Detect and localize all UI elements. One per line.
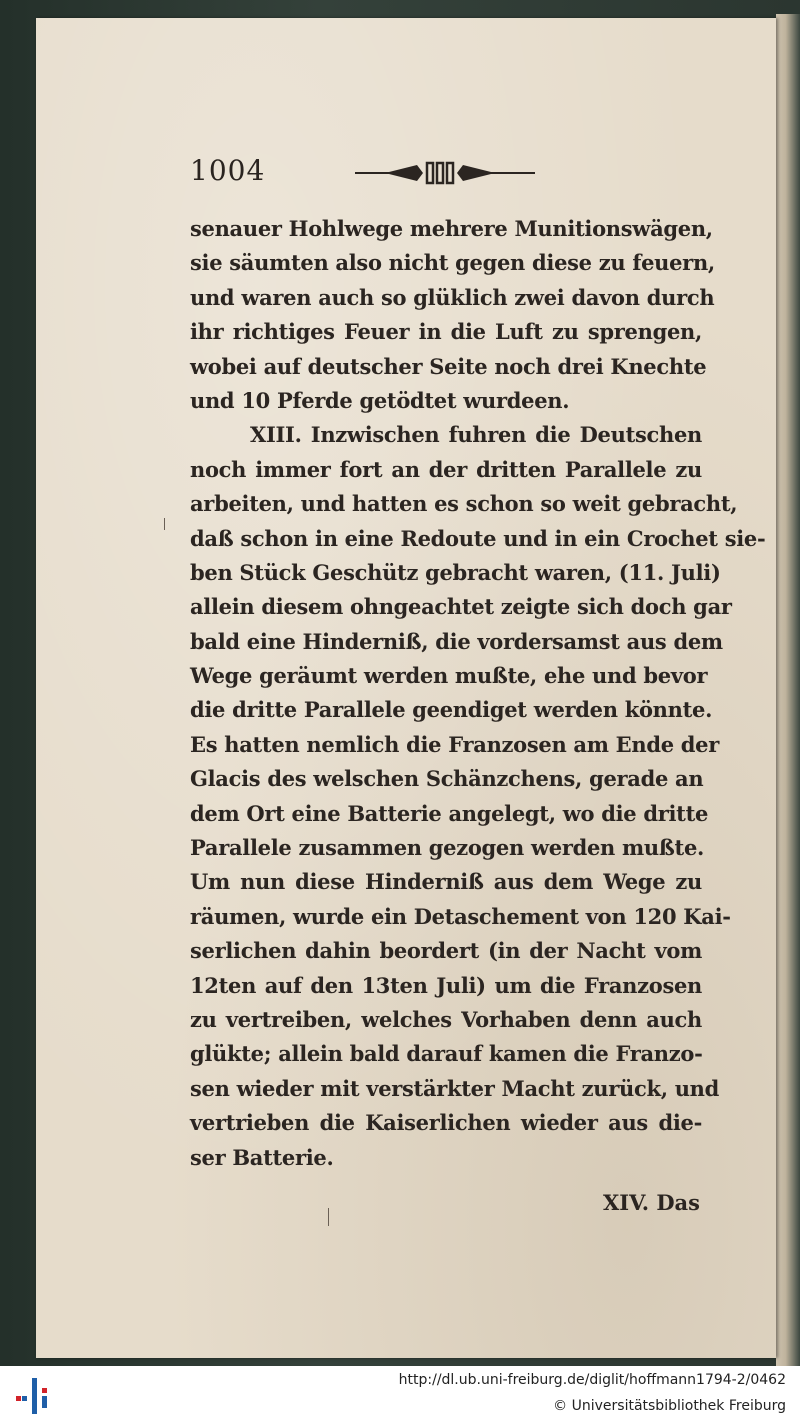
text-line: die dritte Parallele geendiget werden könnte. (190, 697, 713, 723)
text-line: noch immer fort an der dritten Parallele zu (190, 456, 702, 482)
text-line: ihr richtiges Feuer in die Luft zu sprengen, (190, 319, 702, 345)
text-line: und 10 Pferde getödtet wurdeen. (190, 387, 570, 413)
text-line: Um nun diese Hinderniß aus dem Wege zu (190, 869, 702, 895)
text-line: Parallele zusammen gezogen werden mußte. (190, 835, 705, 861)
page-header (190, 152, 710, 192)
text-line: räumen, wurde ein Detaschement von 120 Kai- (190, 903, 731, 929)
text-line: bald eine Hinderniß, die vordersamst aus dem (190, 628, 723, 654)
text-line: daß schon in eine Redoute und in ein Crochet sie- (190, 525, 766, 551)
source-url-link[interactable]: http://dl.ub.uni-freiburg.de/diglit/hoffmann1794-2/0462 (398, 1372, 786, 1388)
text-line: Wege geräumt werden mußte, ehe und bevor (190, 663, 708, 689)
text-line: glükte; allein bald darauf kamen die Franzo- (190, 1041, 703, 1067)
ornament-icon (355, 160, 535, 186)
footer-bar (0, 1366, 800, 1424)
text-line: wobei auf deutscher Seite noch drei Knechte (190, 353, 707, 379)
margin-mark (328, 1208, 329, 1226)
text-line: ben Stück Geschütz gebracht waren, (11. Juli) (190, 559, 721, 585)
page-edge (776, 14, 800, 1366)
text-line: vertrieben die Kaiserlichen wieder aus die- (190, 1110, 702, 1136)
page-number: 1004 (190, 154, 266, 187)
text-line: und waren auch so glüklich zwei davon durch (190, 284, 715, 310)
margin-mark (164, 518, 165, 530)
text-line: sie säumten also nicht gegen diese zu feuern, (190, 250, 715, 276)
text-line: serlichen dahin beordert (in der Nacht vom (190, 938, 702, 964)
body-text (190, 212, 766, 1175)
text-line: Glacis des welschen Schänzchens, gerade an (190, 766, 704, 792)
text-line: ser Batterie. (190, 1144, 334, 1170)
text-line: 12ten auf den 13ten Juli) um die Franzosen (190, 972, 702, 998)
section-heading-line: XIII. Inzwischen fuhren die Deutschen (250, 422, 702, 448)
text-line: senauer Hohlwege mehrere Munitionswägen, (190, 216, 713, 241)
text-line: sen wieder mit verstärkter Macht zurück, und (190, 1075, 720, 1101)
library-logo-icon (14, 1376, 54, 1416)
text-line: allein diesem ohngeachtet zeigte sich doch gar (190, 594, 732, 620)
text-line: Es hatten nemlich die Franzosen am Ende der (190, 731, 720, 757)
text-line: dem Ort eine Batterie angelegt, wo die dritte (190, 800, 709, 826)
text-line: arbeiten, und hatten es schon so weit gebracht, (190, 491, 738, 517)
catchword: XIV. Das (602, 1190, 700, 1215)
text-line: zu vertreiben, welches Vorhaben denn auch (190, 1006, 702, 1032)
copyright-text: © Universitätsbibliothek Freiburg (553, 1398, 786, 1414)
